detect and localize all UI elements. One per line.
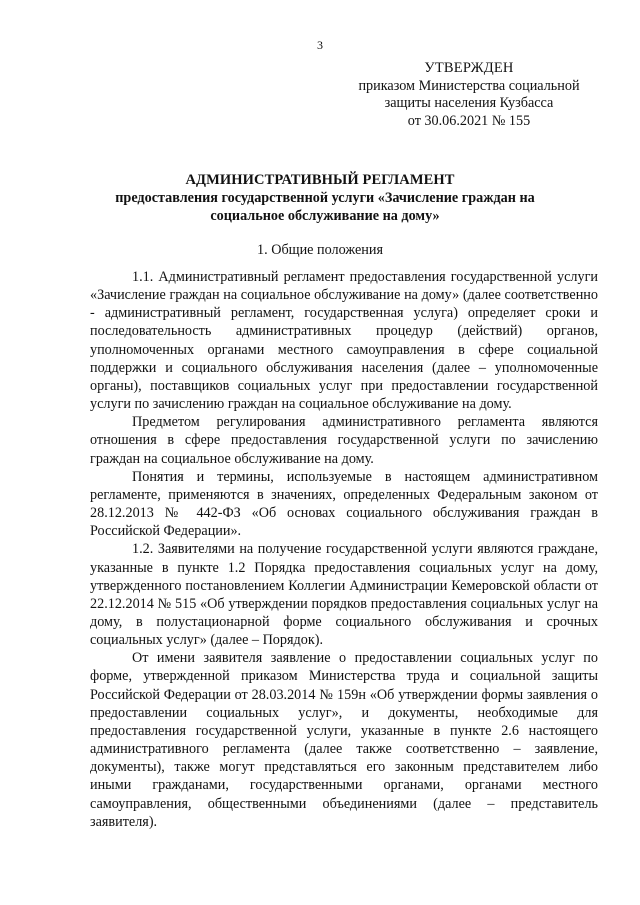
paragraph: Понятия и термины, используемые в настоящем административном регламенте, применяются в значениях, определенных Федеральным законом от 28.12.2013 № 442-ФЗ «Об основах социального обслуживания граждан в Российской Федерации».	[90, 468, 598, 540]
section-title: 1. Общие положения	[257, 242, 383, 258]
document-subtitle: предоставления государственной услуги «Зачисление граждан на социальное обслуживание на дому»	[115, 190, 535, 224]
page-number: 3	[317, 38, 323, 52]
paragraph: 1.2. Заявителями на получение государственной услуги являются граждане, указанные в пункте 1.2 Порядка предоставления социальных услуг на дому, утвержденного постановлением Коллегии Администрации Кемеровской области от 22.12.2014 № 515 «Об утверждении порядков предоставления социальных услуг на дому, в полустационарной форме социального обслуживания и срочных социальных услуг» (далее – Порядок).	[90, 541, 598, 649]
approval-block	[334, 60, 604, 130]
paragraph: От имени заявителя заявление о предоставлении социальных услуг по форме, утвержденной приказом Министерства труда и социальной защиты Российской Федерации от 28.03.2014 № 159н «Об утверждении формы заявления о предоставлении социальных услуг», и документы, необходимые для предоставления государственной услуги, указанные в пункте 2.6 настоящего административного регламента (далее также соответственно – заявление, документы), также могут представляться его законным представителем либо иными гражданами, государственными органами, органами местного самоуправления, общественными объединениями (далее – представитель заявителя).	[90, 650, 598, 830]
paragraph: Предметом регулирования административного регламента являются отношения в сфере предоставления государственной услуги по зачислению граждан на социальное обслуживание на дому.	[90, 414, 598, 467]
document-title: АДМИНИСТРАТИВНЫЙ РЕГЛАМЕНТ	[185, 172, 455, 188]
approval-line-2: защиты населения Кузбасса	[384, 95, 554, 111]
approval-line-3: от 30.06.2021 № 155	[407, 112, 531, 129]
body-text	[90, 268, 598, 831]
approval-heading: УТВЕРЖДЕН	[424, 60, 514, 76]
paragraph: 1.1. Административный регламент предоставления государственной услуги «Зачисление граждан на социальное обслуживание на дому» (далее соответственно - административный регламент, государственная услуга) определяет сроки и последовательность административных процедур (действий) органов, уполномоченных органами местного самоуправления в сфере социальной поддержки и социального обслуживания населения (далее – уполномоченные органы), поставщиков социальных услуг при предоставлении государственной услуги по зачислению граждан на социальное обслуживание на дому.	[90, 269, 598, 413]
approval-line-1: приказом Министерства социальной	[358, 77, 580, 94]
